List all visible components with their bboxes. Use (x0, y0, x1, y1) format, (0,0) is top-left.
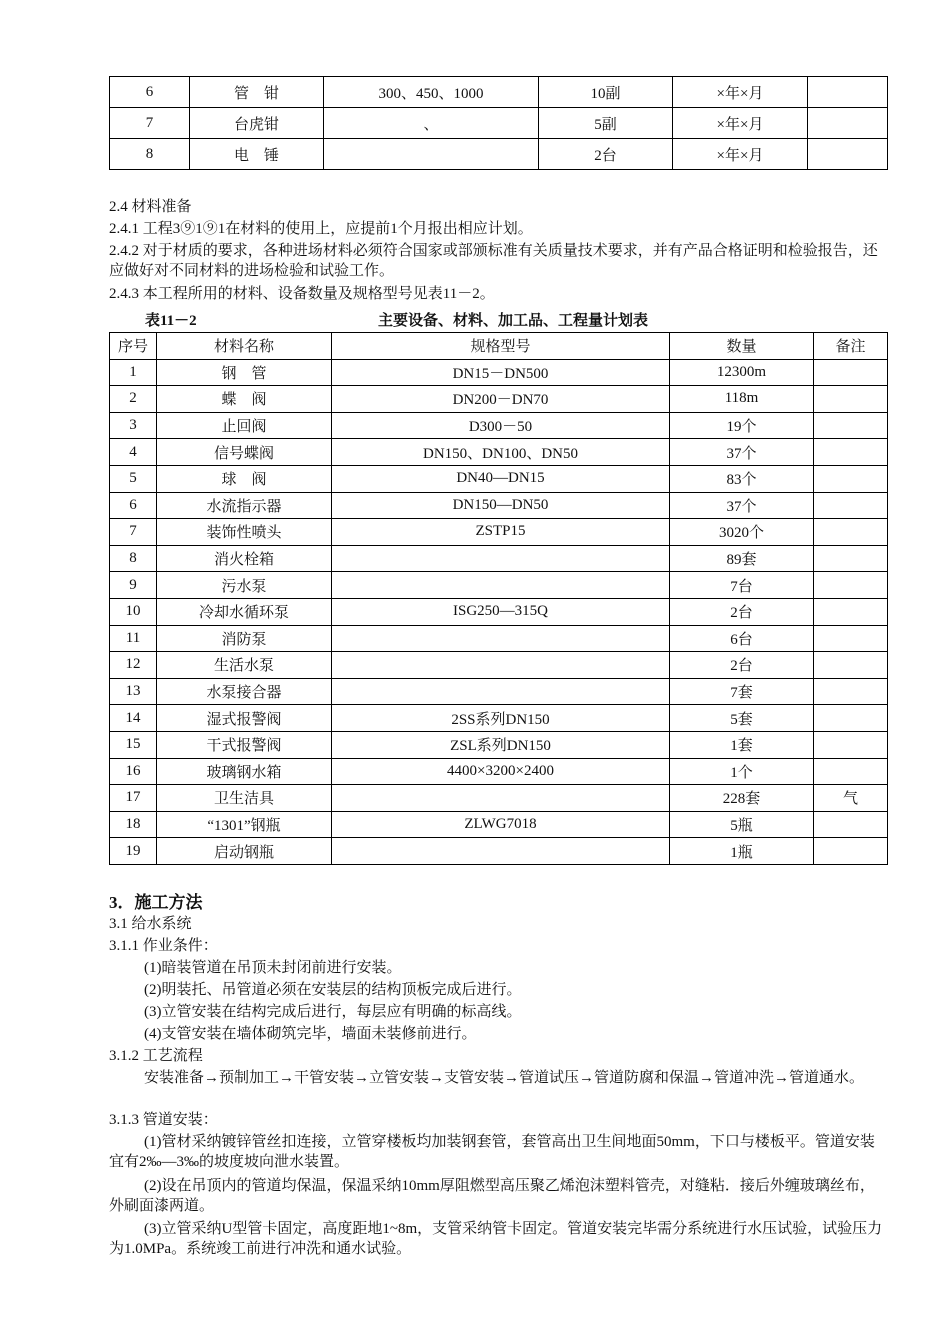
table-cell: 、 (324, 108, 539, 139)
table-cell (814, 572, 888, 599)
install-item: (1)管材采纳镀锌管丝扣连接，立管穿楼板均加装钢套管，套管高出卫生间地面50mm，下口与楼板平。管道安装宜有2‰—3‰的坡度坡向泄水装置。 (109, 1134, 875, 1170)
table-cell: 电 锤 (190, 139, 324, 170)
table-cell: 1 (110, 359, 157, 386)
table-cell: 装饰性喷头 (157, 519, 332, 546)
section-3-1-3-title: 3.1.3 管道安装： (109, 1112, 218, 1128)
table-row (110, 77, 888, 108)
header-cell: 材料名称 (157, 333, 332, 360)
table-cell (814, 625, 888, 652)
table-header-row (110, 333, 888, 360)
table-row (110, 386, 888, 413)
table-cell: 4 (110, 439, 157, 466)
table-cell (332, 785, 670, 812)
table-cell: 13 (110, 678, 157, 705)
table-cell: 止回阀 (157, 412, 332, 439)
table-cell: DN150—DN50 (332, 492, 670, 519)
condition-item: (4)支管安装在墙体砌筑完毕，墙面未装修前进行。 (144, 1026, 477, 1042)
header-cell: 规格型号 (332, 333, 670, 360)
table-row (110, 838, 888, 865)
table-cell: 2 (110, 386, 157, 413)
tools-table (109, 76, 888, 170)
table-cell: 12 (110, 652, 157, 679)
table-cell: ISG250—315Q (332, 598, 670, 625)
table-cell: 污水泵 (157, 572, 332, 599)
table-cell (814, 492, 888, 519)
table-cell: 消防泵 (157, 625, 332, 652)
table-cell: 5套 (670, 705, 814, 732)
table-cell (808, 77, 888, 108)
table-row (110, 652, 888, 679)
table-cell: 5副 (539, 108, 673, 139)
table-cell: 7台 (670, 572, 814, 599)
table-cell: 3 (110, 412, 157, 439)
table-cell: 37个 (670, 439, 814, 466)
header-cell: 序号 (110, 333, 157, 360)
table-cell: ×年×月 (673, 108, 808, 139)
section-3-title: 3．施工方法 (109, 893, 203, 912)
table-number: 表11－2 (145, 313, 197, 329)
table-cell: 6 (110, 492, 157, 519)
table-cell: 卫生洁具 (157, 785, 332, 812)
table-cell: 信号蝶阀 (157, 439, 332, 466)
section-2-4-title: 2.4 材料准备 (109, 199, 192, 215)
paragraph-2-4-2: 2.4.2 对于材质的要求，各种进场材料必须符合国家或部颁标准有关质量技术要求，并有产品合格证明和检验报告，还应做好对不同材料的进场检验和试验工作。 (109, 243, 878, 279)
table-cell: D300－50 (332, 412, 670, 439)
condition-item: (3)立管安装在结构完成后进行，每层应有明确的标高线。 (144, 1004, 522, 1020)
table-cell: 冷却水循环泵 (157, 598, 332, 625)
table-cell: 钢 管 (157, 359, 332, 386)
table-cell (332, 625, 670, 652)
table-cell: 12300m (670, 359, 814, 386)
table-cell: DN15－DN500 (332, 359, 670, 386)
table-cell: 8 (110, 139, 190, 170)
paragraph-2-4-3: 2.4.3 本工程所用的材料、设备数量及规格型号见表11－2。 (109, 286, 495, 302)
table-cell (332, 652, 670, 679)
table-cell (814, 412, 888, 439)
table-row (110, 811, 888, 838)
section-3-1-2-title: 3.1.2 工艺流程 (109, 1048, 203, 1064)
table-cell: DN150、DN100、DN50 (332, 439, 670, 466)
table-cell (332, 838, 670, 865)
table-cell (814, 678, 888, 705)
table-cell: 玻璃钢水箱 (157, 758, 332, 785)
table-cell (814, 386, 888, 413)
table-cell: 管 钳 (190, 77, 324, 108)
table-cell: 15 (110, 731, 157, 758)
table-row (110, 785, 888, 812)
table-cell: 水流指示器 (157, 492, 332, 519)
table-cell: 启动钢瓶 (157, 838, 332, 865)
table-cell: 5 (110, 465, 157, 492)
table-cell (814, 359, 888, 386)
table-cell (814, 705, 888, 732)
table-cell: ZSTP15 (332, 519, 670, 546)
section-3-1-1-title: 3.1.1 作业条件： (109, 938, 218, 954)
table-cell (814, 598, 888, 625)
table-cell: 2台 (670, 598, 814, 625)
table-cell (814, 652, 888, 679)
table-cell (814, 519, 888, 546)
table-cell: ZLWG7018 (332, 811, 670, 838)
table-cell: 1瓶 (670, 838, 814, 865)
process-flow: 安装准备→预制加工→干管安装→立管安装→支管安装→管道试压→管道防腐和保温→管道冲洗→管道通水。 (144, 1070, 865, 1086)
table-cell: ZSL系列DN150 (332, 731, 670, 758)
table-cell: 300、450、1000 (324, 77, 539, 108)
table-row (110, 108, 888, 139)
table-cell: 7 (110, 519, 157, 546)
table-cell: 37个 (670, 492, 814, 519)
table-cell: DN40—DN15 (332, 465, 670, 492)
table-cell: 生活水泵 (157, 652, 332, 679)
table-cell: ×年×月 (673, 77, 808, 108)
table-cell: 3020个 (670, 519, 814, 546)
condition-item: (1)暗装管道在吊顶未封闭前进行安装。 (144, 960, 402, 976)
table-cell: DN200－DN70 (332, 386, 670, 413)
table-cell (814, 811, 888, 838)
table-cell: 水泵接合器 (157, 678, 332, 705)
table-cell: 2SS系列DN150 (332, 705, 670, 732)
table-cell: 7套 (670, 678, 814, 705)
table-cell: 83个 (670, 465, 814, 492)
table-cell (814, 545, 888, 572)
materials-table (109, 332, 888, 865)
condition-item: (2)明装托、吊管道必须在安装层的结构顶板完成后进行。 (144, 982, 522, 998)
table-row (110, 412, 888, 439)
table-cell: 9 (110, 572, 157, 599)
table-cell: 18 (110, 811, 157, 838)
table-cell: ×年×月 (673, 139, 808, 170)
table-row (110, 465, 888, 492)
table-cell (324, 139, 539, 170)
table-row (110, 492, 888, 519)
table-row (110, 439, 888, 466)
table-title: 主要设备、材料、加工品、工程量计划表 (378, 313, 649, 329)
table-cell: 17 (110, 785, 157, 812)
table-cell: 6 (110, 77, 190, 108)
table-row (110, 359, 888, 386)
table-cell: 1套 (670, 731, 814, 758)
table-cell: “1301”钢瓶 (157, 811, 332, 838)
install-item: (2)设在吊顶内的管道均保温，保温采纳10mm厚阻燃型高压聚乙烯泡沫塑料管壳，对缝粘．接后外缠玻璃丝布，外刷面漆两道。 (109, 1178, 875, 1214)
table-cell: 干式报警阀 (157, 731, 332, 758)
table-cell: 4400×3200×2400 (332, 758, 670, 785)
table-cell: 89套 (670, 545, 814, 572)
table-cell (808, 108, 888, 139)
table-cell: 19个 (670, 412, 814, 439)
table-cell: 7 (110, 108, 190, 139)
table-cell (808, 139, 888, 170)
table-cell: 11 (110, 625, 157, 652)
table-cell: 19 (110, 838, 157, 865)
table-cell: 2台 (539, 139, 673, 170)
table-cell: 2台 (670, 652, 814, 679)
table-cell: 10 (110, 598, 157, 625)
table-cell: 10副 (539, 77, 673, 108)
table-row (110, 758, 888, 785)
table-cell (814, 731, 888, 758)
table-cell: 台虎钳 (190, 108, 324, 139)
table-cell (814, 758, 888, 785)
table-row (110, 678, 888, 705)
table-row (110, 139, 888, 170)
table-cell: 16 (110, 758, 157, 785)
table-cell: 湿式报警阀 (157, 705, 332, 732)
table-row (110, 731, 888, 758)
header-cell: 数量 (670, 333, 814, 360)
header-cell: 备注 (814, 333, 888, 360)
table-cell: 蝶 阀 (157, 386, 332, 413)
install-item: (3)立管采纳U型管卡固定，高度距地1~8m，支管采纳管卡固定。管道安装完毕需分系统进行水压试验，试验压力为1.0MPa。系统竣工前进行冲洗和通水试验。 (109, 1221, 883, 1257)
table-cell (814, 439, 888, 466)
table-row (110, 705, 888, 732)
table-cell: 8 (110, 545, 157, 572)
table-cell (332, 545, 670, 572)
table-cell (814, 838, 888, 865)
table-row (110, 572, 888, 599)
table-cell: 5瓶 (670, 811, 814, 838)
table-cell: 球 阀 (157, 465, 332, 492)
table-cell: 1个 (670, 758, 814, 785)
table-row (110, 598, 888, 625)
table-cell: 118m (670, 386, 814, 413)
table-cell (814, 465, 888, 492)
paragraph-2-4-1: 2.4.1 工程3⑨1⑨1在材料的使用上，应提前1个月报出相应计划。 (109, 221, 533, 237)
table-cell: 气 (814, 785, 888, 812)
section-3-1-title: 3.1 给水系统 (109, 916, 192, 932)
table-cell: 6台 (670, 625, 814, 652)
table-row (110, 545, 888, 572)
table-cell (332, 678, 670, 705)
table-cell (332, 572, 670, 599)
table-cell: 消火栓箱 (157, 545, 332, 572)
table-cell: 14 (110, 705, 157, 732)
table-row (110, 625, 888, 652)
table-cell: 228套 (670, 785, 814, 812)
table-row (110, 519, 888, 546)
